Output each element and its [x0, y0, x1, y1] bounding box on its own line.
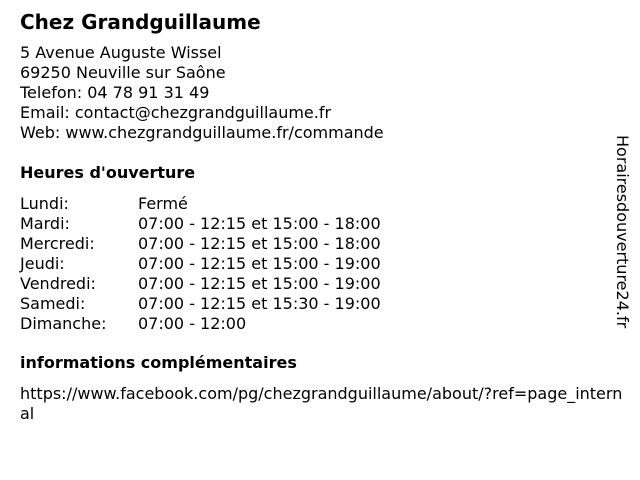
time-value: 07:00 - 12:15 et 15:00 - 19:00 — [138, 274, 381, 293]
city-address: 69250 Neuville sur Saône — [20, 63, 226, 82]
day-label: Lundi: — [20, 194, 69, 213]
street-address: 5 Avenue Auguste Wissel — [20, 43, 222, 62]
day-label: Jeudi: — [20, 254, 65, 273]
info-heading: informations complémentaires — [20, 353, 297, 372]
phone-line: Telefon: 04 78 91 31 49 — [20, 83, 210, 102]
email-line: Email: contact@chezgrandguillaume.fr — [20, 103, 332, 122]
table-row — [20, 234, 381, 254]
time-value: Fermé — [138, 194, 188, 213]
web-line: Web: www.chezgrandguillaume.fr/commande — [20, 123, 384, 142]
day-label: Samedi: — [20, 294, 86, 313]
table-row — [20, 254, 381, 274]
opening-hours-table — [20, 194, 381, 334]
business-name: Chez Grandguillaume — [20, 10, 261, 34]
contact-block — [20, 43, 610, 143]
time-value: 07:00 - 12:15 et 15:30 - 19:00 — [138, 294, 381, 313]
table-row — [20, 294, 381, 314]
table-row — [20, 214, 381, 234]
watermark-text: Horairesdouverture24.fr — [613, 135, 632, 329]
table-row — [20, 274, 381, 294]
day-label: Dimanche: — [20, 314, 107, 333]
time-value: 07:00 - 12:15 et 15:00 - 19:00 — [138, 254, 381, 273]
hours-heading: Heures d'ouverture — [20, 163, 196, 182]
time-value: 07:00 - 12:15 et 15:00 - 18:00 — [138, 234, 381, 253]
table-row — [20, 194, 381, 214]
day-label: Vendredi: — [20, 274, 96, 293]
info-text: https://www.facebook.com/pg/chezgrandguillaume/about/?ref=page_internal — [20, 384, 623, 423]
day-label: Mercredi: — [20, 234, 95, 253]
time-value: 07:00 - 12:00 — [138, 314, 247, 333]
table-row — [20, 314, 381, 334]
day-label: Mardi: — [20, 214, 70, 233]
time-value: 07:00 - 12:15 et 15:00 - 18:00 — [138, 214, 381, 233]
